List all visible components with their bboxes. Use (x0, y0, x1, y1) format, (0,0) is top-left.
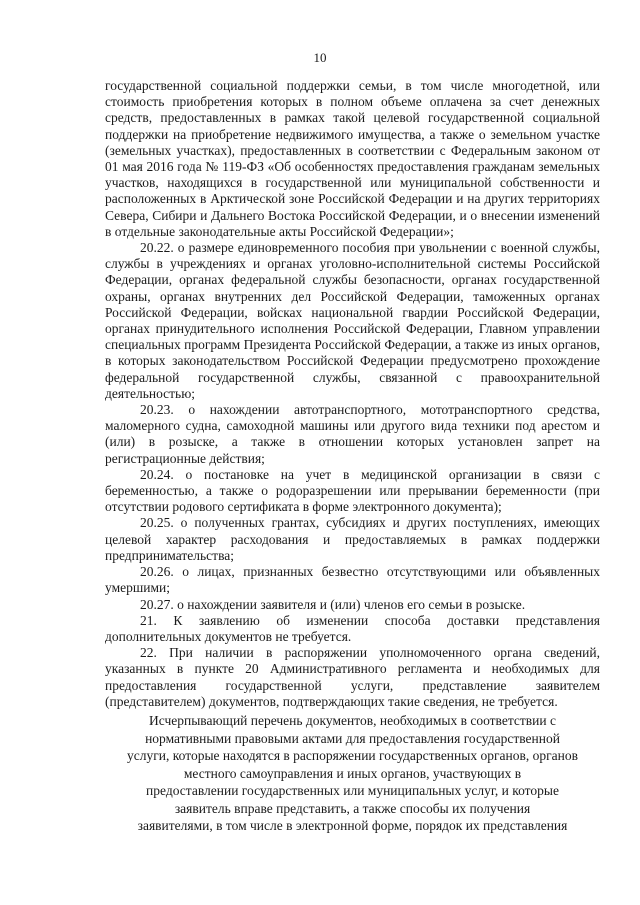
section-heading-line: заявитель вправе представить, а также способы их получения (174, 800, 531, 816)
paragraph-item-20-23: 20.23. о нахождении автотранспортного, мототранспортного средства, маломерного судна, самоходной машины или другого вида техники под арестом и (или) в розыске, а также в отношении которых установлен запрет на регистрационные действия; (105, 402, 600, 466)
paragraph-continuation: государственной социальной поддержки семьи, в том числе многодетной, или стоимость приобретения которых в полном объеме оплачена за счет денежных средств, предоставленных в рамках такой целевой государственной социальной поддержки на приобретение недвижимого имущества, а также о земельном участке (земельных участках), предоставленных в соответствии с Федеральным законом от 01 мая 2016 года № 119-ФЗ «Об особенностях предоставления гражданам земельных участков, находящихся в государственной или муниципальной собственности и расположенных в Арктической зоне Российской Федерации и на других территориях Севера, Сибири и Дальнего Востока Российской Федерации, и о внесении изменений в отдельные законодательные акты Российской Федерации»; (105, 78, 600, 239)
paragraph-item-20-26: 20.26. о лицах, признанных безвестно отсутствующими или объявленных умершими; (105, 564, 600, 596)
paragraph-item-20-22: 20.22. о размере единовременного пособия при увольнении с военной службы, службы в учреждениях и органах уголовно-исполнительной системы Российской Федерации, органах федеральной службы безопасности, органах государственной охраны, органах внутренних дел Российской Федерации, таможенных органах Российской Федерации, войсках национальной гвардии Российской Федерации, органах принудительного исполнения Российской Федерации, Главном управлении специальных программ Президента Российской Федерации, а также из иных органов, в которых законодательством Российской Федерации предусмотрено прохождение федеральной государственной службы, связанной с правоохранительной деятельностью; (105, 240, 600, 401)
paragraph-item-20-27: 20.27. о нахождении заявителя и (или) членов его семьи в розыске. (140, 596, 526, 612)
section-heading-line: заявителями, в том числе в электронной форме, порядок их представления (137, 818, 568, 833)
section-heading-line: предоставлении государственных или муниципальных услуг, и которые (146, 783, 559, 798)
paragraph-item-20-24: 20.24. о постановке на учет в медицинской организации в связи с беременностью, а также о родоразрешении или прерывании беременности (при отсутствии родового сертификата в форме электронного документа); (105, 466, 600, 515)
paragraph-item-21: 21. К заявлению об изменении способа доставки представления дополнительных документов не требуется. (105, 612, 600, 644)
section-heading-line: местного самоуправления и иных органов, участвующих в (183, 765, 522, 781)
section-heading (105, 712, 600, 835)
page-number: 10 (313, 50, 327, 65)
section-heading-line: нормативными правовыми актами для предоставления государственной (145, 730, 560, 746)
section-heading-line: услуги, которые находятся в распоряжении государственных органов, органов (127, 748, 578, 763)
paragraph-item-22: 22. При наличии в распоряжении уполномоченного органа сведений, указанных в пункте 20 Административного регламента и необходимых для предоставления государственной услуги, представление заявителем (представителем) документов, подтверждающих такие сведения, не требуется. (105, 645, 600, 709)
document-body (105, 78, 600, 710)
paragraph-item-20-25: 20.25. о полученных грантах, субсидиях и других поступлениях, имеющих целевой характер расходования и предоставляемых в рамках поддержки предпринимательства; (105, 515, 600, 563)
section-heading-line: Исчерпывающий перечень документов, необходимых в соответствии с (148, 713, 556, 728)
